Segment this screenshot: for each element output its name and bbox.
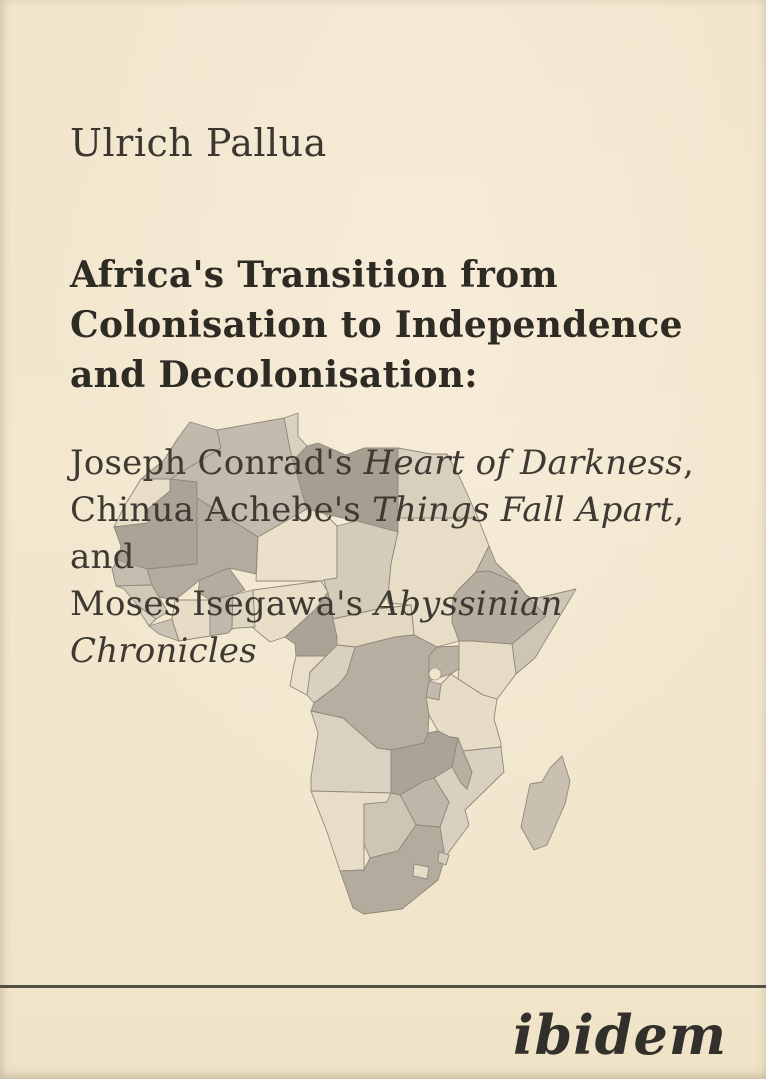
book-title <box>70 250 710 400</box>
title-line: Africa's Transition from <box>70 254 558 296</box>
subtitle-line <box>70 534 750 581</box>
publisher-logo: ibidem <box>512 1003 727 1067</box>
subtitle-text: Joseph Conrad's <box>70 443 364 483</box>
subtitle-line <box>70 440 750 487</box>
subtitle-text: and <box>70 537 135 577</box>
subtitle-line <box>70 487 750 534</box>
novel-title: Heart of Darkness <box>363 443 683 483</box>
novel-title: Abyssinian Chronicles <box>70 584 563 671</box>
country-madagascar <box>521 756 570 850</box>
title-line: and Decolonisation: <box>70 354 478 396</box>
novel-title: Things Fall Apart <box>371 490 674 530</box>
subtitle-text: , <box>682 443 694 483</box>
subtitle-line <box>70 581 750 675</box>
subtitle-text: Chinua Achebe's <box>70 490 372 530</box>
country-lesotho <box>413 864 429 879</box>
divider-rule <box>0 985 766 988</box>
subtitle-text: , <box>673 490 685 530</box>
subtitle-text: Moses Isegawa's <box>70 584 375 624</box>
book-subtitle <box>70 440 750 675</box>
title-line: Colonisation to Independence <box>70 304 683 346</box>
author-name: Ulrich Pallua <box>70 121 327 165</box>
